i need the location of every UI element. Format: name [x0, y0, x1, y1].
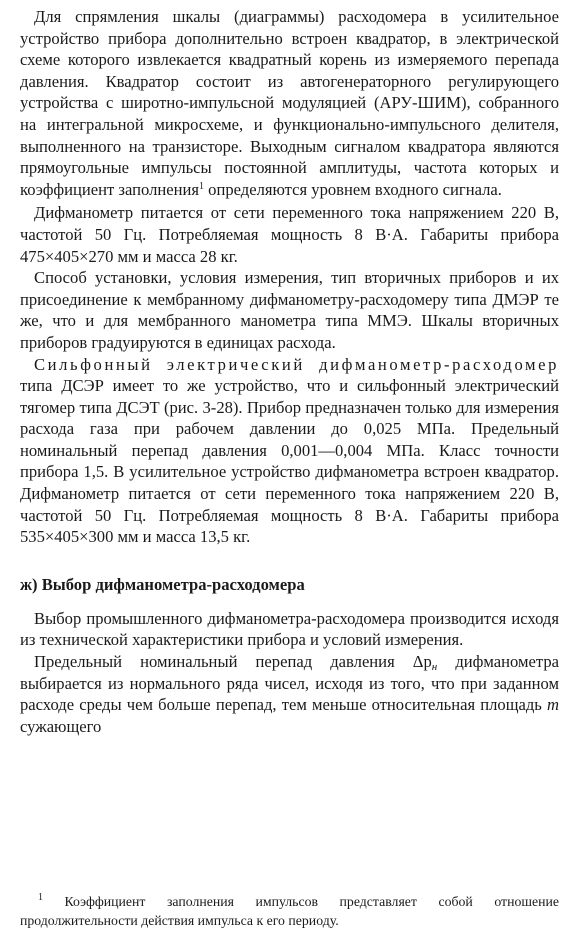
bellows-meter-term: Сильфонный электрический дифманометр-расходомер: [34, 354, 559, 374]
pressure-drop-text: Предельный номинальный перепад давления Δp: [34, 652, 432, 672]
paragraph-quadrator-text-end: определяются уровнем входного сигнала.: [204, 179, 502, 199]
footnote-text: Коэффициент заполнения импульсов представляет собой отношение продолжительности действия импульса к его периоду.: [20, 894, 559, 928]
paragraph-selection: Выбор промышленного дифманометра-расходомера производится исходя из технической характеристики прибора и условий измерения.: [20, 608, 559, 650]
footnote-area: [20, 892, 559, 930]
bellows-meter-text: типа ДСЭР имеет то же устройство, что и сильфонный электрический тягомер типа ДСЭТ (рис. 3-28). Прибор предназначен только для измерения расхода газа при рабочем давлении до 0,025 МПа. Предельный номинальный перепад давления 0,001—0,004 МПа. Класс точности прибора 1,5. В усилительное устройство дифманометра встроен квадратор. Дифманометр питается от сети переменного тока напряжением 220 В, частотой 50 Гц. Потребляемая мощность 8 В·А. Габариты прибора 535×405×300 мм и масса 13,5 кг.: [20, 376, 559, 547]
paragraph-quadrator-text: Для спрямления шкалы (диаграммы) расходомера в усилительное устройство прибора дополнительно встроен квадратор, в электрической схеме которого извлекается квадратный корень из измеряемого перепада давления. Квадратор состоит из автогенераторного регулирующего устройства с широтно-импульсной модуляцией (АРУ-ШИМ), собранного на интегральной микросхеме, и функционально-импульсного делителя, выполненного на транзисторе. Выходным сигналом квадратора являются прямоугольные импульсы постоянной амплитуды, частота которых и коэффициент заполнения: [20, 7, 559, 199]
footnote-mark: 1: [38, 892, 43, 903]
paragraph-power-supply: Дифманометр питается от сети переменного тока напряжением 220 В, частотой 50 Гц. Потребляемая мощность 8 В·А. Габариты прибора 475×405×270 мм и масса 28 кг.: [20, 203, 559, 266]
footnote: [20, 892, 559, 930]
section-heading: ж) Выбор дифманометра-расходомера: [20, 574, 305, 594]
paragraph-pressure-drop: [20, 651, 559, 737]
pressure-drop-text-mid: дифманометра выбирается из нормального ряда чисел, исходя из того, что при заданном расходе среды чем больше перепад, тем меньше относительная площадь: [20, 652, 559, 715]
area-variable: m: [547, 695, 559, 715]
pressure-drop-subscript: н: [431, 661, 438, 674]
pressure-drop-text-end: сужающего: [20, 716, 102, 736]
paragraph-quadrator: [20, 6, 559, 200]
paragraph-bellows-meter: [20, 354, 559, 548]
footnote-reference: 1: [199, 180, 205, 192]
paragraph-installation: Способ установки, условия измерения, тип вторичных приборов и их присоединение к мембранному дифманометру-расходомеру типа ДМЭР те же, что и для мембранного манометра типа ММЭ. Шкалы вторичных приборов градуируются в единицах расхода.: [20, 268, 559, 352]
